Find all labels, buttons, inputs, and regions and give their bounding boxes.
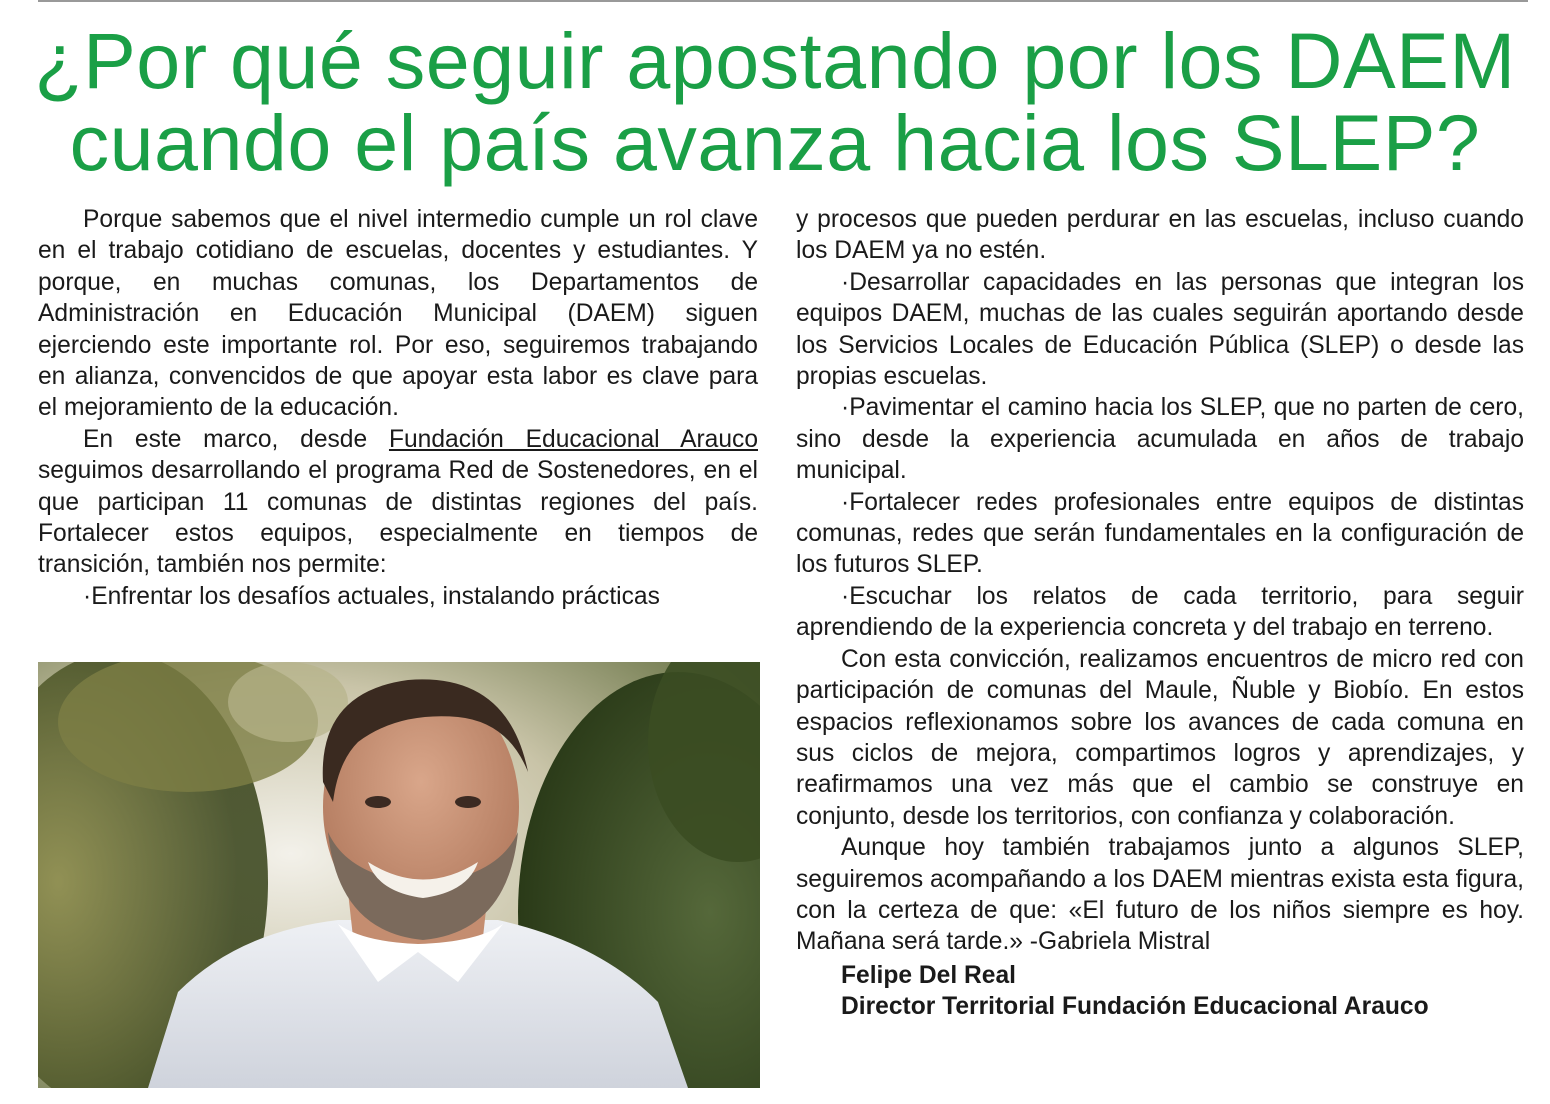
left-column [38, 204, 758, 612]
author-title: Director Territorial Fundación Educacional Arauco [841, 993, 1429, 1021]
paragraph-conviction: Con esta convicción, realizamos encuentros de micro red con participación de comunas del Maule, Ñuble y Biobío. En estos espacios reflexionamos sobre los avances de cada comuna en sus ciclos de mejora, compartimos logros y aprendizajes, y reafirmamos una vez más que el cambio se construye en conjunto, desde los territorios, con confianza y colaboración. [796, 645, 1524, 830]
bullet-3: ·Pavimentar el camino hacia los SLEP, que no parten de cero, sino desde la experiencia acumulada en años de trabajo municipal. [796, 394, 1524, 485]
paragraph-program-prefix: En este marco, desde [83, 425, 389, 453]
headline-line-2: cuando el país avanza hacia los SLEP? [69, 98, 1481, 187]
portrait-image [38, 662, 760, 1088]
foundation-link[interactable]: Fundación Educacional Arauco [388, 425, 758, 453]
bullet-1-start: ·Enfrentar los desafíos actuales, instalando prácticas [83, 582, 660, 610]
top-rule [38, 0, 1528, 2]
right-column [796, 204, 1524, 1023]
bullet-5: ·Escuchar los relatos de cada territorio, para seguir aprendiendo de la experiencia concreta y del trabajo en terreno. [796, 582, 1524, 642]
paragraph-program-suffix: seguimos desarrollando el programa Red de Sostenedores, en el que participan 11 comunas de distintas regiones del país. Fortalecer estos equipos, especialmente en tiempos de transición, también nos permite: [38, 457, 758, 579]
author-name: Felipe Del Real [841, 961, 1016, 989]
bullet-1-end: y procesos que pueden perdurar en las escuelas, incluso cuando los DAEM ya no estén. [796, 206, 1524, 265]
bullet-2: ·Desarrollar capacidades en las personas que integran los equipos DAEM, muchas de las cuales seguirán aportando desde los Servicios Locales de Educación Pública (SLEP) o desde las propias escuelas. [796, 268, 1524, 391]
paragraph-intro: Porque sabemos que el nivel intermedio cumple un rol clave en el trabajo cotidiano de escuelas, docentes y estudiantes. Y porque, en muchas comunas, los Departamentos de Administración en Educación Municipal (DAEM) siguen ejerciendo este importante rol. Por eso, seguiremos trabajando en alianza, convencidos de que apoyar esta labor es clave para el mejoramiento de la educación. [38, 206, 758, 422]
portrait-photo [38, 662, 760, 1088]
signature [796, 960, 1524, 1023]
paragraph-closing: Aunque hoy también trabajamos junto a algunos SLEP, seguiremos acompañando a los DAEM mientras exista esta figura, con la certeza de que: «El futuro de los niños siempre es hoy. Mañana será tarde.» -Gabriela Mistral [796, 834, 1524, 956]
bullet-4: ·Fortalecer redes profesionales entre equipos de distintas comunas, redes que serán fundamentales en la configuración de los futuros SLEP. [796, 488, 1524, 579]
paragraph-program [38, 424, 758, 581]
headline [20, 16, 1530, 187]
headline-line-1: ¿Por qué seguir apostando por los DAEM [34, 16, 1516, 105]
